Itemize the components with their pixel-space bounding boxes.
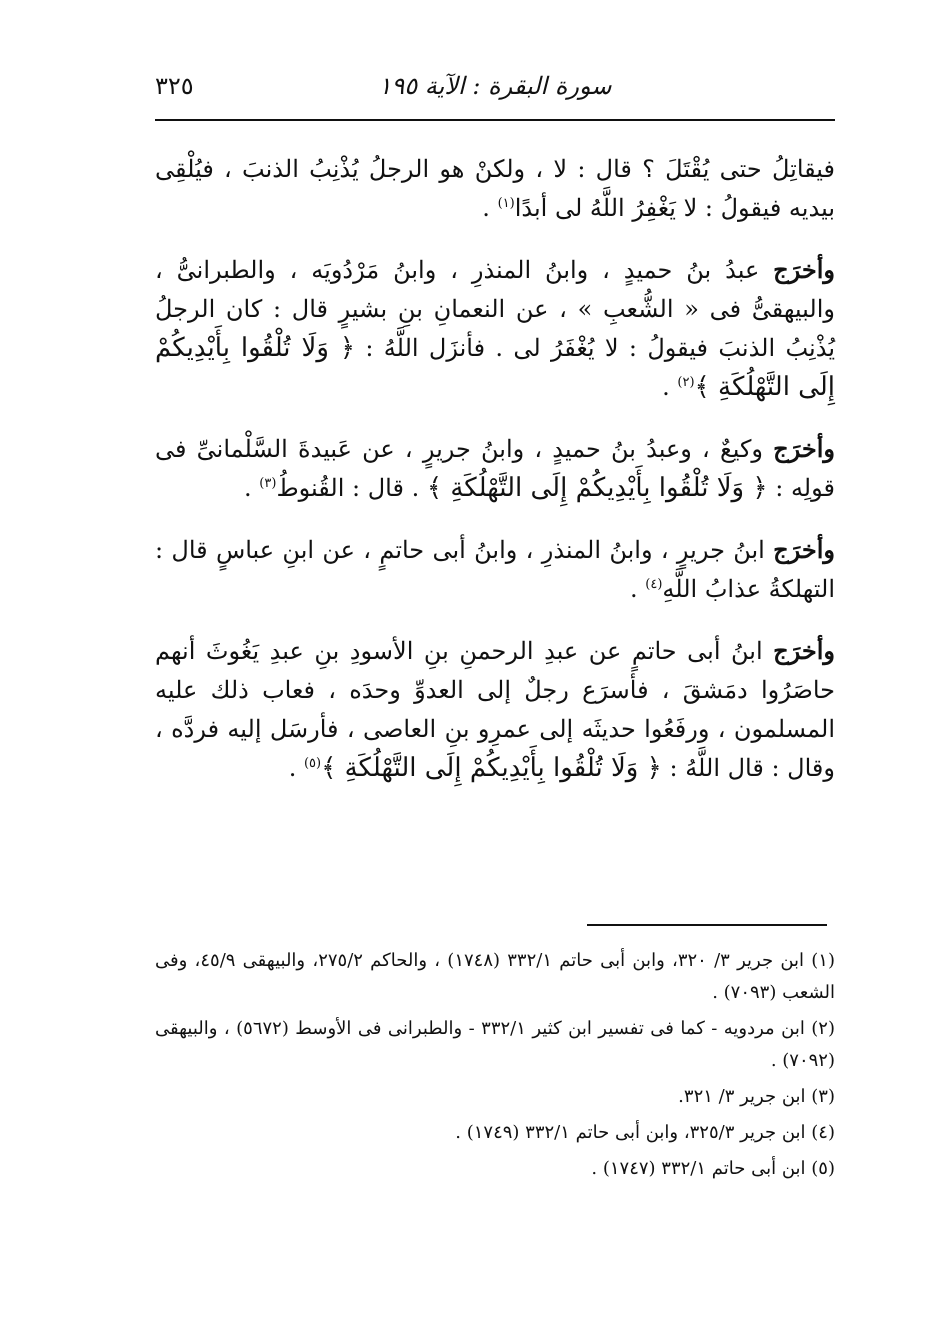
paragraph-end: . bbox=[630, 575, 646, 603]
footnote-5: (٥) ابن أبى حاتم ٣٣٢/١ (١٧٤٧) . bbox=[591, 1158, 835, 1179]
paragraph-text: وكيعٌ ، وعبدُ بنُ حميدٍ ، وابنُ جريرٍ ، عن عَبيدةَ السَّلْمانىِّ فى قولِه : bbox=[155, 435, 835, 502]
quran-verse: ﴿ وَلَا تُلْقُوا بِأَيْدِيكُمْ إِلَى التَّهْلُكَةِ ﴾ bbox=[155, 333, 835, 402]
footnote-4: (٤) ابن جرير ٣٢٥/٣، وابن أبى حاتم ٣٣٢/١ (١٧٤٩) . bbox=[455, 1122, 835, 1143]
paragraph-end: . bbox=[244, 474, 260, 502]
running-title: سورة البقرة : الآية ١٩٥ bbox=[378, 72, 612, 100]
paragraph-end: . bbox=[288, 754, 304, 782]
paragraph-text: ابنُ جريرٍ ، وابنُ المنذرِ ، وابنُ أبى حاتمٍ ، عن ابنِ عباسٍ قال : التهلكةُ عذابُ اللَّهِ bbox=[155, 536, 835, 603]
paragraph-1 bbox=[155, 150, 835, 228]
paragraph-text: ابنُ أبى حاتمٍ عن عبدِ الرحمنِ بنِ الأسودِ بنِ عبدِ يَغُوثَ أنهم حاصَرُوا دمَشقَ ، فأسرَع رجلٌ إلى العدوِّ وحدَه ، فعاب ذلك عليه المسلمون ، ورفَعُوا حديثَه إلى عمرِو بنِ العاصى ، فأرسَل إليه فردَّه ، وقال : قال اللَّهُ : bbox=[155, 637, 835, 782]
paragraph-lead: وأخرَج bbox=[773, 535, 835, 564]
paragraph-3 bbox=[155, 429, 835, 508]
paragraph-lead: وأخرَج bbox=[773, 255, 835, 284]
footnote-ref: (٣) bbox=[259, 476, 277, 491]
main-text bbox=[155, 150, 835, 810]
footnote-ref: (١) bbox=[497, 196, 515, 211]
footnote-rule bbox=[587, 924, 827, 926]
paragraph-2 bbox=[155, 250, 835, 407]
header-rule bbox=[155, 119, 835, 121]
quran-verse: ﴿ وَلَا تُلْقُوا بِأَيْدِيكُمْ إِلَى التَّهْلُكَةِ ﴾ bbox=[321, 753, 662, 783]
page-number: ٣٢٥ bbox=[155, 72, 194, 100]
paragraph-lead: وأخرَج bbox=[773, 636, 835, 665]
paragraph-text: فيقاتِلُ حتى يُقْتَلَ ؟ قال : لا ، ولكنْ هو الرجلُ يُذْنِبُ الذنبَ ، فيُلْقِى بيديه فيقولُ : لا يَغْفِرُ اللَّهُ لى أبدًا bbox=[155, 155, 835, 222]
page-header bbox=[155, 66, 835, 112]
footnote-ref: (٤) bbox=[645, 577, 663, 592]
footnote-3: (٣) ابن جرير ٣/ ٣٢١. bbox=[678, 1086, 835, 1107]
paragraph-5 bbox=[155, 631, 835, 788]
footnotes bbox=[155, 945, 835, 1189]
footnote-1: (١) ابن جرير ٣/ ٣٢٠، وابن أبى حاتم ٣٣٢/١ (١٧٤٨) ، والحاكم ٢٧٥/٢، والبيهقى ٤٥/٩، وفى الشعب (٧٠٩٣) . bbox=[155, 950, 835, 1003]
paragraph-after: . قال : القُنوطُ bbox=[276, 474, 427, 502]
paragraph-4 bbox=[155, 530, 835, 609]
paragraph-end: . bbox=[662, 373, 678, 401]
quran-verse: ﴿ وَلَا تُلْقُوا بِأَيْدِيكُمْ إِلَى التَّهْلُكَةِ ﴾ bbox=[426, 473, 768, 503]
paragraph-end: . bbox=[482, 194, 498, 222]
footnote-2: (٢) ابن مردويه - كما فى تفسير ابن كثير ٣٣٢/١ - والطبرانى فى الأوسط (٥٦٧٢) ، والبيهقى (٧٠٩٢) . bbox=[155, 1018, 835, 1071]
paragraph-lead: وأخرَج bbox=[773, 434, 835, 463]
paragraph-text: عبدُ بنُ حميدٍ ، وابنُ المنذرِ ، وابنُ مَرْدُويَه ، والطبرانىُّ ، والبيهقىُّ فى « الشُّعبِ » ، عن النعمانِ بنِ بشيرٍ قال : كان الرجلُ يُذْنِبُ الذنبَ فيقولُ : لا يُغْفَرُ لى . فأنزَل اللَّهُ : bbox=[155, 256, 835, 362]
footnote-ref: (٥) bbox=[303, 756, 322, 771]
footnote-ref: (٢) bbox=[677, 375, 695, 390]
